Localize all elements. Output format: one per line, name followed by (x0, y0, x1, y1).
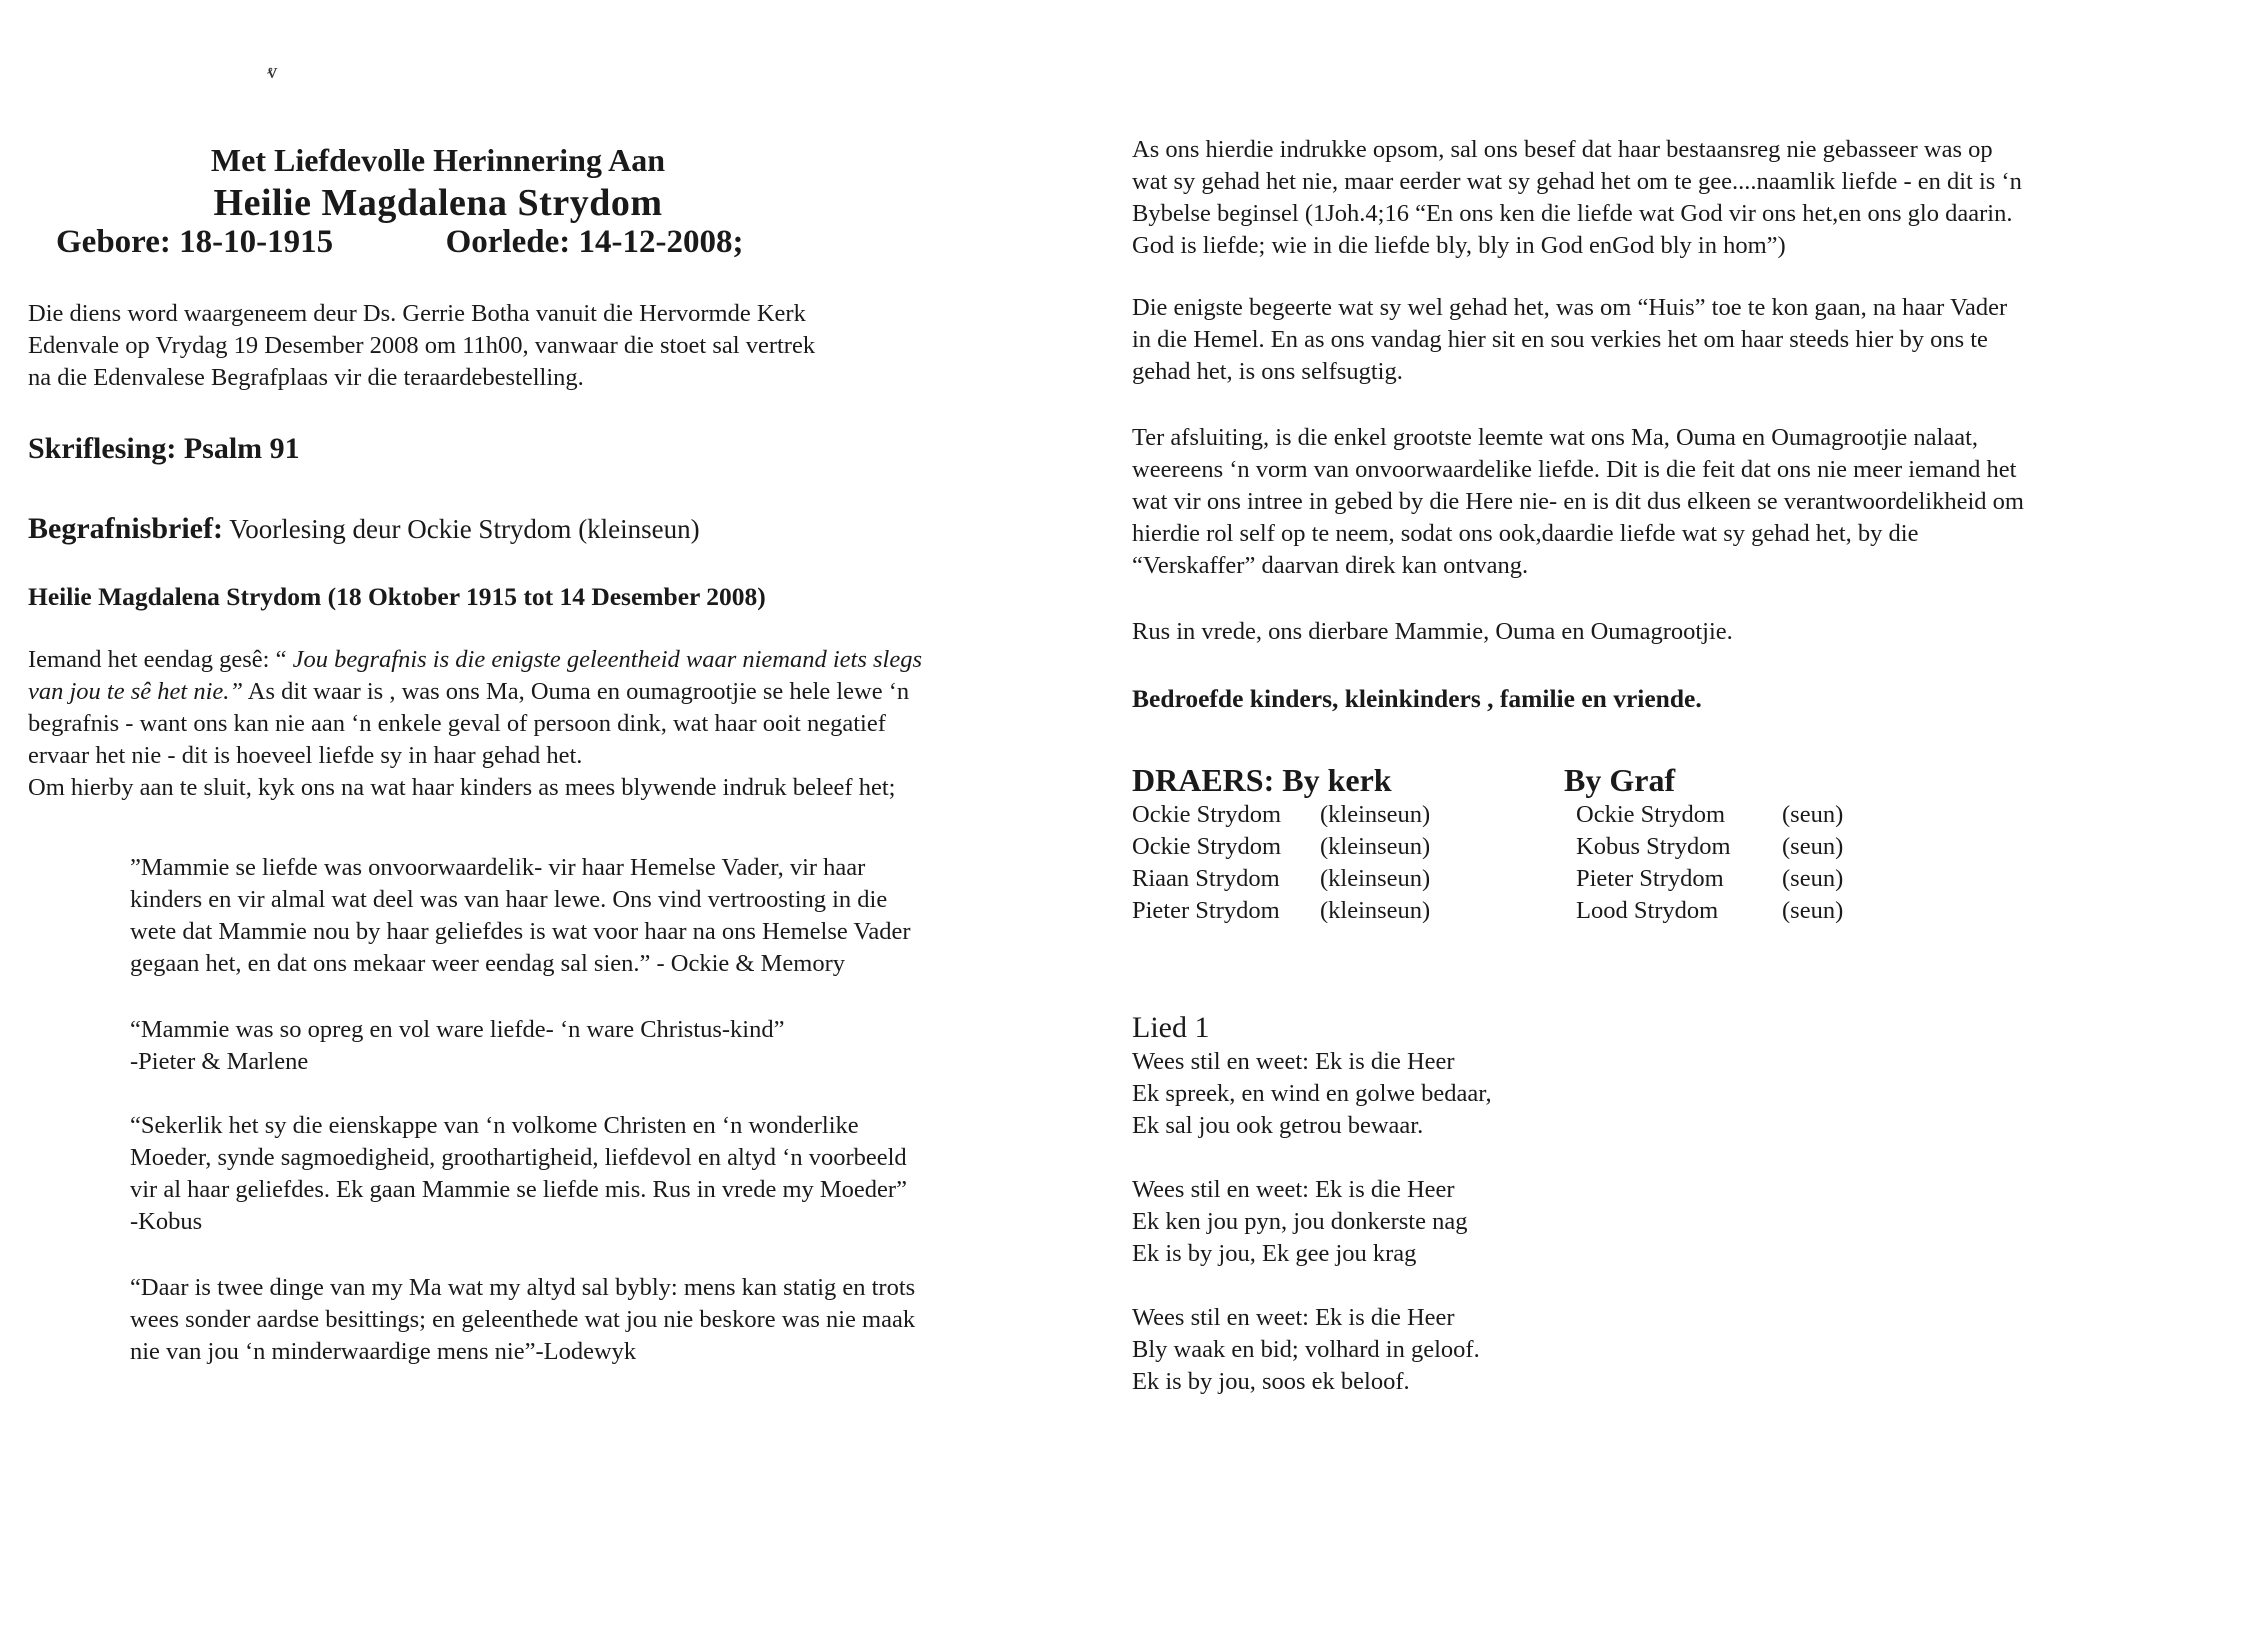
quote-line: Moeder, synde sagmoedigheid, groothartigheid, liefdevol en altyd ‘n voorbeeld (130, 1144, 907, 1171)
intro-line: Om hierby aan te sluit, kyk ons na wat haar kinders as mees blywende indruk beleef het; (28, 774, 896, 801)
pallbearer-row: Riaan Strydom (kleinseun) (1132, 865, 1431, 892)
hymn-line: Wees stil en weet: Ek is die Heer (1132, 1048, 1455, 1075)
hymn-line: Ek is by jou, soos ek beloof. (1132, 1368, 1410, 1395)
quote-line: wete dat Mammie nou by haar geliefdes is wat voor haar na ons Hemelse Vader (130, 918, 911, 945)
funeral-letter-heading (28, 512, 700, 546)
life-dates (56, 224, 743, 261)
pallbearers-grave-heading: By Graf (1564, 762, 1676, 798)
hymn-stanza (1132, 1046, 1492, 1142)
funeral-letter-label: Begrafnisbrief: (28, 512, 223, 545)
quote-line: -Pieter & Marlene (130, 1048, 309, 1075)
rest-in-peace (1132, 616, 1733, 648)
pallbearers-church-heading: DRAERS: By kerk (1132, 762, 1392, 798)
hymn-stanza (1132, 1302, 1492, 1398)
quote-lodewyk (28, 1272, 915, 1368)
paragraph-line: hierdie rol self op te neem, sodat ons ook,daardie liefde wat sy gehad het, by die (1132, 520, 1919, 547)
quote-italic: Jou begrafnis is die enigste geleentheid waar niemand iets slegs (292, 646, 923, 673)
intro-line: begrafnis - want ons kan nie aan ‘n enkele geval of persoon dink, wat haar ooit negatief (28, 710, 886, 737)
quote-pieter-marlene (28, 1014, 785, 1078)
desire-paragraph (1132, 292, 2007, 388)
paragraph-line: As ons hierdie indrukke opsom, sal ons besef dat haar bestaansreg nie gebasseer was op (1132, 136, 1993, 163)
paragraph-line: God is liefde; wie in die liefde bly, bly in God enGod bly in hom”) (1132, 232, 1786, 259)
quote-line: “Mammie was so opreg en vol ware liefde- ‘n ware Christus-kind” (130, 1016, 785, 1043)
born-date: 18-10-1915 (179, 224, 334, 260)
paragraph-line: weereens ‘n vorm van onvoorwaardelike liefde. Dit is die feit dat ons nie meer iemand het (1132, 456, 2017, 483)
paragraph-line: wat vir ons intree in gebed by die Here nie- en is dit dus elkeen se verantwoordelikheid om (1132, 488, 2024, 515)
paragraph-line: Rus in vrede, ons dierbare Mammie, Ouma en Oumagrootjie. (1132, 618, 1733, 645)
service-line: Edenvale op Vrydag 19 Desember 2008 om 11h00, vanwaar die stoet sal vertrek (28, 332, 816, 359)
quote-line: wees sonder aardse besittings; en geleenthede wat jou nie beskore was nie maak (130, 1306, 916, 1333)
hymn-line: Wees stil en weet: Ek is die Heer (1132, 1304, 1455, 1331)
quote-line: ”Mammie se liefde was onvoorwaardelik- vir haar Hemelse Vader, vir haar (130, 854, 866, 881)
born-label: Gebore: (56, 224, 171, 260)
hymn-line: Wees stil en weet: Ek is die Heer (1132, 1176, 1455, 1203)
letter-subtitle: Heilie Magdalena Strydom (18 Oktober 1915 tot 14 Desember 2008) (28, 582, 766, 611)
quote-ockie-memory (28, 852, 911, 980)
paragraph-line: Die enigste begeerte wat sy wel gehad het, was om “Huis” toe te kon gaan, na haar Vader (1132, 294, 2008, 321)
mourners-line: Bedroefde kinders, kleinkinders , familie en vriende. (1132, 684, 1702, 713)
pallbearer-row: Pieter Strydom (kleinseun) (1132, 897, 1431, 924)
hymn-stanza (1132, 1174, 1492, 1270)
paragraph-line: gehad het, is ons selfsugtig. (1132, 358, 1403, 385)
service-line: Die diens word waargeneem deur Ds. Gerrie Botha vanuit die Hervormde Kerk (28, 300, 806, 327)
funeral-letter-reader: Voorlesing deur Ockie Strydom (kleinseun) (222, 514, 700, 544)
quote-line: nie van jou ‘n minderwaardige mens nie”-Lodewyk (130, 1338, 637, 1365)
quote-line: vir al haar geliefdes. Ek gaan Mammie se liefde mis. Rus in vrede my Moeder” (130, 1176, 907, 1203)
quote-kobus (28, 1110, 907, 1238)
closing-paragraph (1132, 422, 2024, 582)
pallbearers (1132, 762, 2202, 927)
died-label: Oorlede: (445, 224, 571, 260)
pallbearer-row: Kobus Strydom (seun) (1576, 833, 1844, 860)
hymn-line: Ek spreek, en wind en golwe bedaar, (1132, 1080, 1492, 1107)
letter-intro (28, 644, 1088, 804)
died-date: 14-12-2008; (578, 224, 744, 260)
intro-line: van jou te sê het nie.” As dit waar is , was ons Ma, Ouma en oumagrootjie se hele lewe ‘n (28, 678, 910, 705)
hymn-title: Lied 1 (1132, 1011, 1210, 1044)
quote-line: kinders en vir almal wat deel was van haar lewe. Ons vind vertroosting in die (130, 886, 888, 913)
scripture-reading: Skriflesing: Psalm 91 (28, 432, 300, 465)
pallbearer-row: Ockie Strydom (seun) (1576, 801, 1844, 828)
service-details (28, 298, 815, 394)
hymn-line: Ek is by jou, Ek gee jou krag (1132, 1240, 1417, 1267)
paragraph-line: Ter afsluiting, is die enkel grootste leemte wat ons Ma, Ouma en Oumagrootjie nalaat, (1132, 424, 1979, 451)
scan-mark: ⱴ (267, 58, 278, 83)
intro-line: ervaar het nie - dit is hoeveel liefde sy in haar gehad het. (28, 742, 583, 769)
hymn (1132, 1010, 1492, 1430)
intro-line: Iemand het eendag gesê: “ Jou begrafnis is die enigste geleentheid waar niemand iets slegs (28, 646, 923, 673)
quote-line: “Sekerlik het sy die eienskappe van ‘n volkome Christen en ‘n wonderlike (130, 1112, 859, 1139)
pallbearer-row: Ockie Strydom (kleinseun) (1132, 801, 1431, 828)
pallbearer-row: Ockie Strydom (kleinseun) (1132, 833, 1431, 860)
pallbearer-row: Pieter Strydom (seun) (1576, 865, 1844, 892)
dedication-line: Met Liefdevolle Herinnering Aan (210, 142, 666, 178)
paragraph-line: Bybelse beginsel (1Joh.4;16 “En ons ken die liefde wat God vir ons het,en ons glo daarin. (1132, 200, 2013, 227)
summary-paragraph (1132, 134, 2022, 262)
paragraph-line: wat sy gehad het nie, maar eerder wat sy gehad het om te gee....naamlik liefde - en dit is ‘n (1132, 168, 2022, 195)
pallbearer-row: Lood Strydom (seun) (1576, 897, 1844, 924)
title-block (28, 140, 848, 226)
hymn-line: Bly waak en bid; volhard in geloof. (1132, 1336, 1480, 1363)
pallbearers-grave-list (1564, 799, 1843, 927)
quote-line: “Daar is twee dinge van my Ma wat my altyd sal bybly: mens kan statig en trots (130, 1274, 916, 1301)
pallbearers-grave (1564, 762, 1843, 927)
quote-line: gegaan het, en dat ons mekaar weer eendag sal sien.” - Ockie & Memory (130, 950, 845, 977)
hymn-line: Ek ken jou pyn, jou donkerste nag (1132, 1208, 1468, 1235)
deceased-name: Heilie Magdalena Strydom (213, 182, 663, 224)
service-line: na die Edenvalese Begrafplaas vir die teraardebestelling. (28, 364, 584, 391)
hymn-line: Ek sal jou ook getrou bewaar. (1132, 1112, 1424, 1139)
quote-line: -Kobus (130, 1208, 203, 1235)
paragraph-line: “Verskaffer” daarvan direk kan ontvang. (1132, 552, 1529, 579)
paragraph-line: in die Hemel. En as ons vandag hier sit en sou verkies het om haar steeds hier by ons te (1132, 326, 1988, 353)
quote-italic: van jou te sê het nie.” (28, 678, 244, 705)
